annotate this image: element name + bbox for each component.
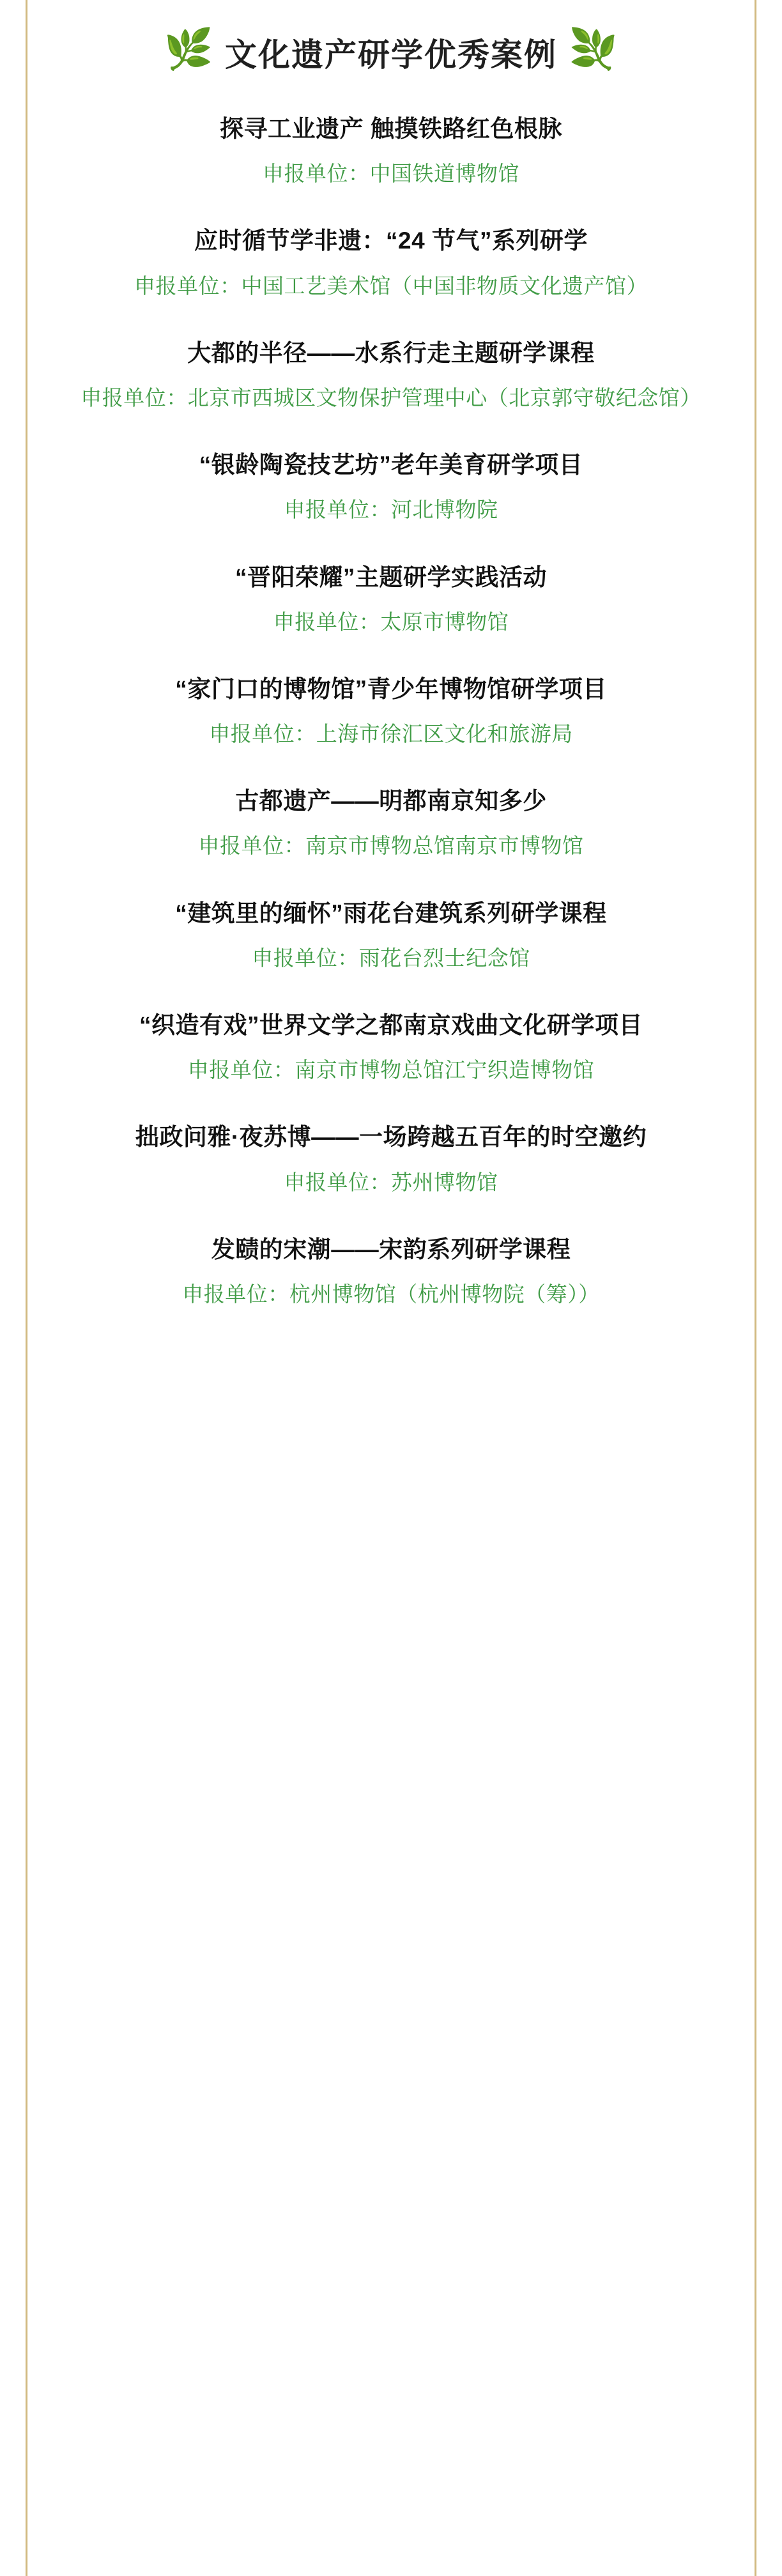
list-item <box>54 655 728 767</box>
case-organization: 申报单位：北京市西城区文物保护管理中心（北京郭守敬纪念馆） <box>80 385 702 410</box>
case-organization: 申报单位：上海市徐汇区文化和旅游局 <box>209 722 573 746</box>
case-organization: 申报单位：太原市博物馆 <box>273 610 509 634</box>
case-title: “建筑里的缅怀”雨花台建筑系列研学课程 <box>175 900 607 926</box>
list-item <box>54 543 728 655</box>
case-organization: 申报单位：南京市博物总馆江宁织造博物馆 <box>187 1058 595 1082</box>
laurel-branch-icon: 🌿 <box>164 27 213 72</box>
list-item <box>54 1103 728 1215</box>
case-organization: 申报单位：中国铁道博物馆 <box>263 162 519 186</box>
list-item <box>54 431 728 542</box>
list-item <box>54 879 728 991</box>
case-organization: 申报单位：中国工艺美术馆（中国非物质文化遗产馆） <box>134 273 648 298</box>
case-title: “晋阳荣耀”主题研学实践活动 <box>235 564 547 590</box>
page-title: 文化遗产研学优秀案例 <box>225 37 557 73</box>
case-organization: 申报单位：河北博物院 <box>284 498 498 522</box>
case-title: 大都的半径——水系行走主题研学课程 <box>187 339 595 366</box>
list-item <box>54 991 728 1103</box>
case-title: 探寻工业遗产 触摸铁路红色根脉 <box>220 116 562 142</box>
laurel-branch-icon: 🌿 <box>569 27 618 72</box>
case-title: 古都遗产——明都南京知多少 <box>235 788 547 815</box>
list-item <box>54 206 728 318</box>
case-organization: 申报单位：雨花台烈士纪念馆 <box>252 946 530 970</box>
case-list <box>54 95 728 1327</box>
case-title: “家门口的博物馆”青少年博物馆研学项目 <box>175 675 607 702</box>
case-title: “银龄陶瓷技艺坊”老年美育研学项目 <box>199 452 583 479</box>
list-item <box>54 95 728 206</box>
list-item <box>54 767 728 878</box>
case-organization: 申报单位：南京市博物总馆南京市博物馆 <box>198 834 584 858</box>
case-title: 应时循节学非遗：“24 节气”系列研学 <box>194 227 588 254</box>
list-item <box>54 1215 728 1327</box>
case-title: “织造有戏”世界文学之都南京戏曲文化研学项目 <box>139 1012 643 1038</box>
case-title: 拙政问雅·夜苏博——一场跨越五百年的时空邀约 <box>135 1124 647 1151</box>
list-item <box>54 319 728 431</box>
page-header <box>54 0 728 95</box>
case-organization: 申报单位：杭州博物馆（杭州博物院（筹）） <box>182 1282 600 1306</box>
case-organization: 申报单位：苏州博物馆 <box>284 1170 498 1194</box>
case-title: 发赜的宋潮——宋韵系列研学课程 <box>211 1236 571 1262</box>
